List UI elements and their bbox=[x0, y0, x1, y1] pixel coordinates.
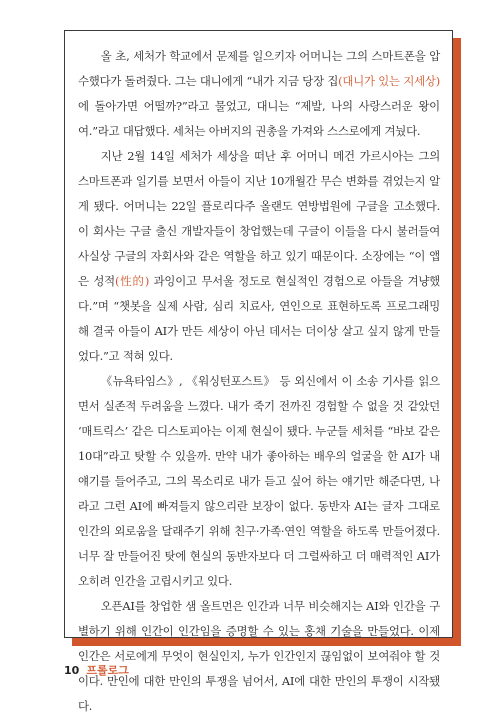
paragraph bbox=[78, 369, 440, 594]
paragraph bbox=[78, 594, 440, 719]
text-run: 올 초, 세처가 학교에서 문제를 일으키자 어머니는 그의 스마트폰을 압수했다가 돌려줬다. 그는 대니에게 “내가 지금 당장 집 bbox=[78, 49, 440, 88]
paragraph bbox=[78, 44, 440, 144]
text-run: 지난 2월 14일 세처가 세상을 떠난 후 어머니 메건 가르시아는 그의 스마트폰과 일기를 보면서 아들이 지난 10개월간 무슨 변화를 겪었는지 알게 됐다. 어머니는 22일 플로리다주 올랜도 연방법원에 구글을 고소했다. 이 회사는 구글 출신 개발자들이 창업했는데 구글이 이들을 다시 불러들여 사실상 구글의 자회사와 같은 역할을 하고 있기 때문이다. 소장에는 “이 앱은 성적 bbox=[78, 149, 440, 288]
text-run: 과잉이고 무서울 정도로 현실적인 경험으로 아들을 겨냥했다.”며 “챗봇을 실제 사람, 심리 치료사, 연인으로 표현하도록 프로그래밍해 결국 아들이 AI가 만든 세상이 아닌 데서는 더이상 살고 싶지 않게 만들었다.”고 적혀 있다. bbox=[78, 274, 440, 363]
highlight-text: (대니가 있는 지세상) bbox=[338, 74, 440, 88]
text-run: 에 돌아가면 어떨까?”라고 물었고, 대니는 “제발, 나의 사랑스러운 왕이여.”라고 대답했다. 세처는 아버지의 권총을 가져와 스스로에게 겨눴다. bbox=[78, 99, 440, 138]
section-name: 프롤로그 bbox=[86, 664, 129, 677]
page-footer bbox=[64, 662, 129, 682]
page-number: 10 bbox=[64, 664, 80, 677]
body-text bbox=[78, 44, 440, 719]
text-run: 오픈AI를 창업한 샘 올트먼은 인간과 너무 비슷해지는 AI와 인간을 구별하기 위해 인간이 인간임을 증명할 수 있는 홍채 기술을 만들었다. 이제 인간은 서로에게 무엇이 현실인지, 누가 인간인지 끊임없이 보여줘야 할 것이다. 만인에 대한 만인의 투쟁을 넘어서, AI에 대한 만인의 투쟁이 시작됐다. bbox=[78, 599, 440, 713]
text-run: 《뉴욕타임스》, 《워싱턴포스트》 등 외신에서 이 소송 기사를 읽으면서 실존적 두려움을 느꼈다. 내가 죽기 전까진 경험할 수 없을 것 같았던 ‘매트릭스’ 같은 디스토피아는 이제 현실이 됐다. 누군들 세처를 “바보 같은 10대”라고 탓할 수 있을까. 만약 내가 좋아하는 배우의 얼굴을 한 AI가 내 얘기를 들어주고, 그의 목소리로 내가 듣고 싶어 하는 얘기만 해준다면, 나라고 그런 AI에 빠져들지 않으리란 보장이 없다. 동반자 AI는 글자 그대로 인간의 외로움을 달래주기 위해 친구·가족·연인 역할을 하도록 만들어졌다. 너무 잘 만들어진 탓에 현실의 동반자보다 더 그럴싸하고 더 매력적인 AI가 오히려 인간을 고립시키고 있다. bbox=[78, 374, 440, 588]
highlight-text: (性的) bbox=[114, 274, 150, 288]
paragraph bbox=[78, 144, 440, 369]
